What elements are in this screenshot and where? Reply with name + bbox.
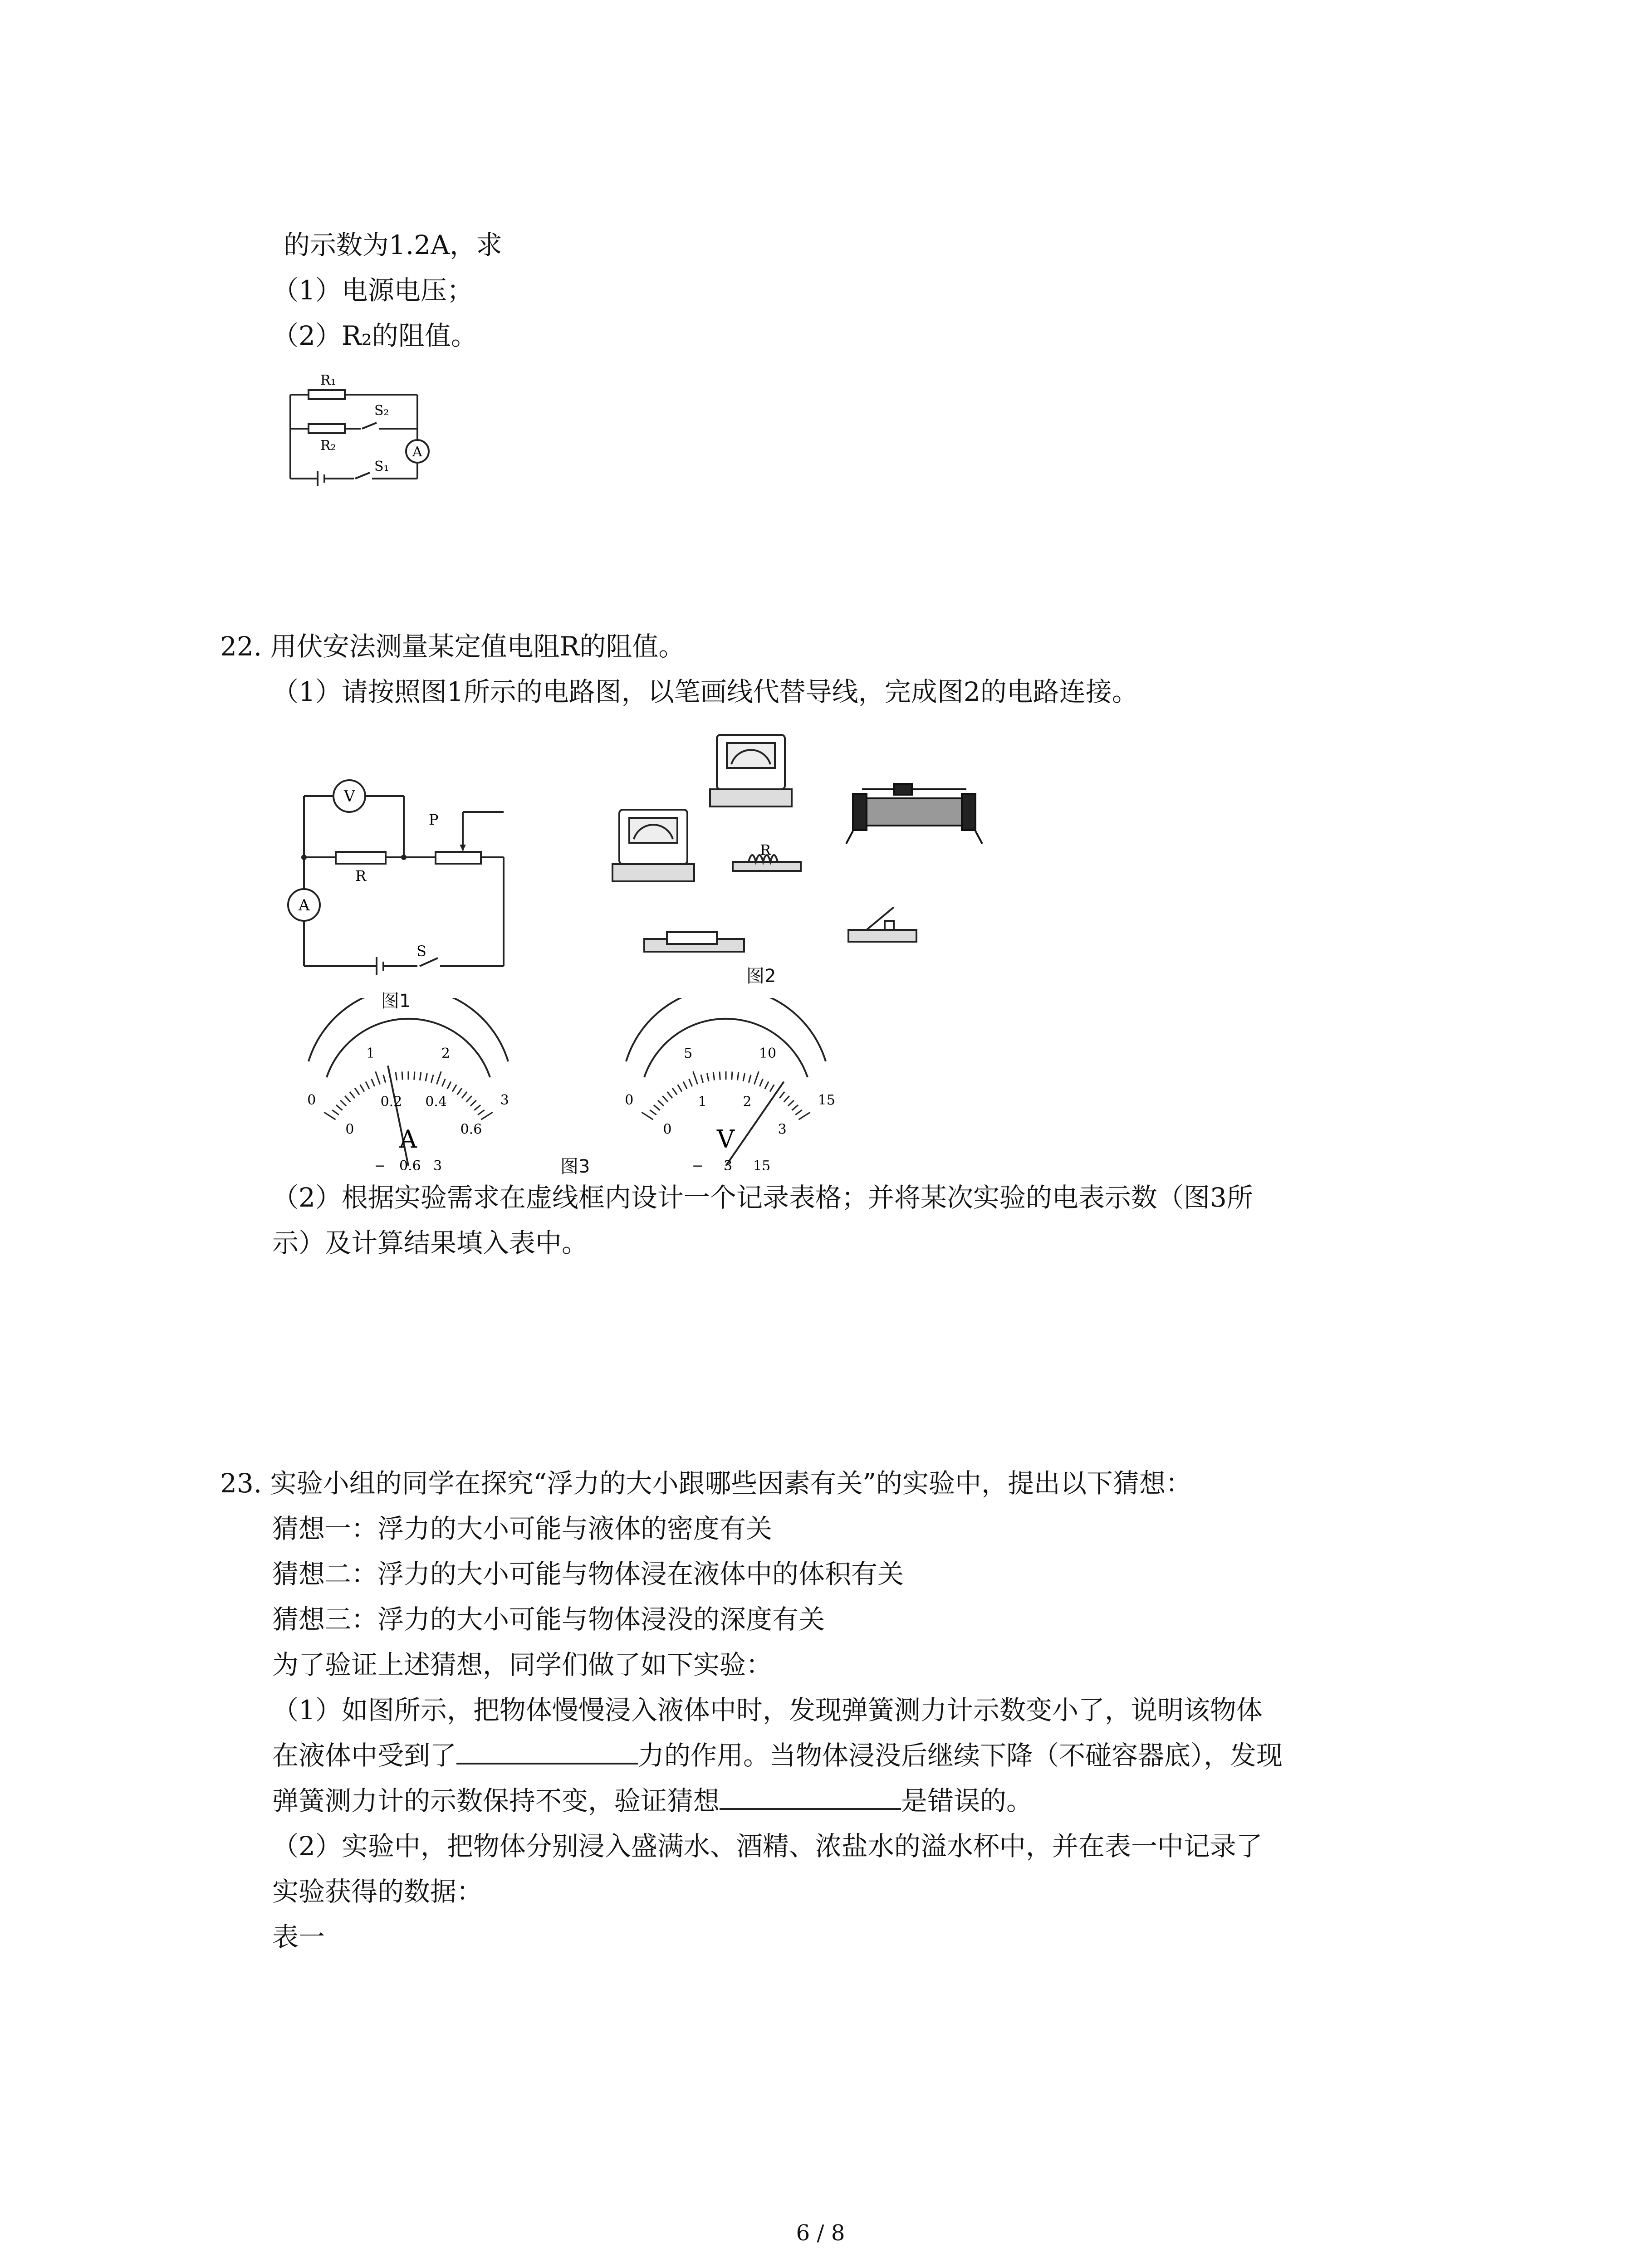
q23-guess1: 猜想一：浮力的大小可能与液体的密度有关 [272,1513,773,1544]
voltmeter-needle [726,1082,784,1166]
q23-guess3: 猜想三：浮力的大小可能与物体浸没的深度有关 [272,1604,825,1635]
q22-part2-line1: （2）根据实验需求在虚线框内设计一个记录表格；并将某次实验的电表示数（图3所 [272,1182,1253,1213]
voltmeter-upper-tick-label: 0 [625,1092,634,1108]
ammeter-upper-tick-label: 0 [307,1092,316,1108]
fig1-voltmeter-symbol: V [344,787,355,806]
ammeter-upper-tick-label: 1 [366,1046,375,1062]
voltmeter-tick-mark [689,1079,692,1087]
label-ammeter: A [412,444,422,460]
voltmeter-upper-tick-label: 15 [818,1092,835,1108]
fig3-ammeter-terminal-neg: − [374,1158,386,1170]
ammeter-tick-mark [332,1110,339,1115]
voltmeter-tick-mark [642,1112,653,1119]
q23-part1-line2b: 力的作用。当物体浸没后继续下降（不碰容器底），发现 [638,1740,1283,1771]
fig3-voltmeter-terminal-3: 3 [724,1158,733,1170]
voltmeter-tick-mark [707,1073,709,1081]
voltmeter-tick-mark [737,1072,738,1080]
voltmeter-tick-mark [795,1110,802,1115]
voltmeter-tick-mark [658,1100,664,1106]
voltmeter-upper-tick-label: 5 [684,1046,693,1062]
ammeter-tick-mark [414,1071,415,1080]
voltmeter-upper-tick-label: 10 [759,1046,777,1062]
q22-stem: 22. 用伏安法测量某定值电阻R的阻值。 [220,631,685,662]
voltmeter-tick-mark [672,1088,677,1095]
ammeter-tick-mark [481,1112,492,1119]
page-number: 6 / 8 [796,2220,845,2246]
label-s1: S₁ [374,459,389,474]
ammeter-tick-mark [383,1075,386,1082]
q22-part1: （1）请按照图1所示的电路图，以笔画线代替导线，完成图2的电路连接。 [272,676,1138,707]
voltmeter-tick-mark [759,1079,763,1087]
ammeter-upper-tick-label: 2 [441,1046,450,1062]
voltmeter-tick-mark [784,1096,789,1102]
label-r2: R₂ [320,438,336,454]
ammeter-tick-mark [336,1105,343,1110]
ammeter-lower-tick-label: 0 [345,1121,354,1138]
ammeter-lower-tick-label: 0.2 [380,1094,402,1110]
fig1-circuit-diagram [281,767,535,998]
fig2-caption: 图2 [746,966,776,987]
ammeter-tick-mark [324,1112,335,1119]
voltmeter-tick-mark [662,1096,668,1102]
q23-intro: 为了验证上述猜想，同学们做了如下实验： [272,1649,773,1680]
label-r1: R₁ [320,372,336,388]
voltmeter-tick-mark [654,1105,660,1110]
q23-part2-line1: （2）实验中，把物体分别浸入盛满水、酒精、浓盐水的溢水杯中，并在表一中记录了 [272,1831,1263,1862]
voltmeter-tick-mark [683,1081,687,1089]
ammeter-upper-tick-label: 3 [500,1092,509,1108]
fig3-voltmeter-symbol: V [717,1125,735,1154]
q21-tail: 的示数为1.2A，求 [284,230,503,260]
ammeter-tick-mark [355,1088,359,1095]
ammeter-tick-mark [366,1081,369,1089]
voltmeter-tick-mark [713,1072,714,1080]
fig2-rheostat-icon [846,784,982,844]
q23-part1-line3a: 弹簧测力计的示数保持不变，验证猜想 [272,1785,720,1816]
q21-part2: （2）R₂的阻值。 [272,320,477,351]
q23-part1-line3 [272,1783,1033,1819]
ammeter-tick-mark [462,1092,467,1098]
ammeter-tick-mark [466,1096,472,1102]
voltmeter-tick-mark [743,1073,745,1081]
voltmeter-lower-tick-label: 0 [663,1121,672,1138]
ammeter-tick-mark [442,1079,445,1087]
voltmeter-tick-mark [779,1092,784,1098]
fig3-meter-dials [281,998,916,1170]
voltmeter-tick-mark [678,1085,682,1091]
ammeter-tick-mark [431,1075,433,1082]
ammeter-tick-mark [360,1085,364,1091]
ammeter-lower-tick-label: 0.4 [425,1094,447,1110]
ammeter-tick-mark [447,1081,451,1089]
ammeter-tick-mark [376,1071,380,1084]
fig3-ammeter-symbol: A [399,1125,417,1154]
voltmeter-lower-tick-label: 1 [698,1094,707,1110]
voltmeter-tick-mark [798,1112,810,1119]
ammeter-tick-mark [426,1073,427,1081]
voltmeter-tick-mark [693,1071,698,1084]
ammeter-lower-tick-label: 0.6 [460,1121,482,1138]
voltmeter-tick-mark [788,1100,794,1106]
fig1-ammeter-symbol: A [299,896,310,914]
fig3-voltmeter-terminal-neg: − [692,1158,704,1170]
answer-blank-guess[interactable] [720,1784,901,1810]
voltmeter-lower-tick-label: 3 [778,1121,787,1138]
fig1-slider-label: P [429,811,439,828]
ammeter-tick-mark [452,1085,456,1091]
fig1-resistor-label: R [355,867,367,885]
voltmeter-tick-mark [770,1085,774,1091]
q21-circuit-diagram [281,367,454,490]
ammeter-tick-mark [470,1100,476,1106]
ammeter-tick-mark [474,1105,480,1110]
voltmeter-tick-mark [765,1081,769,1089]
ammeter-tick-mark [396,1072,397,1080]
fig1-caption: 图1 [381,991,411,1012]
q23-table-label: 表一 [272,1921,325,1952]
answer-blank-force[interactable] [456,1738,638,1765]
fig2-apparatus [599,726,998,989]
ammeter-tick-mark [350,1092,355,1098]
q23-guess2: 猜想二：浮力的大小可能与物体浸在液体中的体积有关 [272,1559,904,1589]
q23-part1-line3b: 是错误的。 [901,1785,1033,1816]
fig2-resistor-label: R [760,841,771,859]
ammeter-tick-mark [372,1079,375,1087]
voltmeter-tick-mark [701,1075,703,1082]
voltmeter-tick-mark [749,1075,751,1082]
fig3-ammeter-terminal-3: 3 [433,1158,442,1170]
q23-part2-line2: 实验获得的数据： [272,1876,483,1907]
q23-stem: 23. 实验小组的同学在探究“浮力的大小跟哪些因素有关”的实验中，提出以下猜想： [220,1468,1192,1499]
label-s2: S₂ [374,403,389,419]
fig3-voltmeter-terminal-15: 15 [753,1158,771,1170]
voltmeter-tick-mark [650,1110,656,1115]
q22-part2-line2: 示）及计算结果填入表中。 [272,1227,588,1258]
q23-part1-line2a: 在液体中受到了 [272,1740,457,1771]
q23-part1-line1: （1）如图所示，把物体慢慢浸入液体中时，发现弹簧测力计示数变小了，说明该物体 [272,1695,1263,1725]
q21-part1: （1）电源电压； [272,275,473,306]
voltmeter-tick-mark [754,1071,759,1084]
voltmeter-tick-mark [792,1105,798,1110]
voltmeter-lower-tick-label: 2 [743,1094,752,1110]
voltmeter-tick-mark [667,1092,672,1098]
ammeter-tick-mark [457,1088,462,1095]
fig1-switch-label: S [416,943,426,960]
ammeter-tick-mark [436,1071,441,1084]
ammeter-tick-mark [478,1110,485,1115]
fig3-caption: 图3 [560,1156,590,1177]
q23-part1-line2 [272,1737,1283,1774]
ammeter-tick-mark [420,1072,421,1080]
ammeter-tick-mark [345,1096,350,1102]
ammeter-tick-mark [340,1100,346,1106]
fig3-ammeter-terminal-06: 0.6 [399,1158,421,1170]
